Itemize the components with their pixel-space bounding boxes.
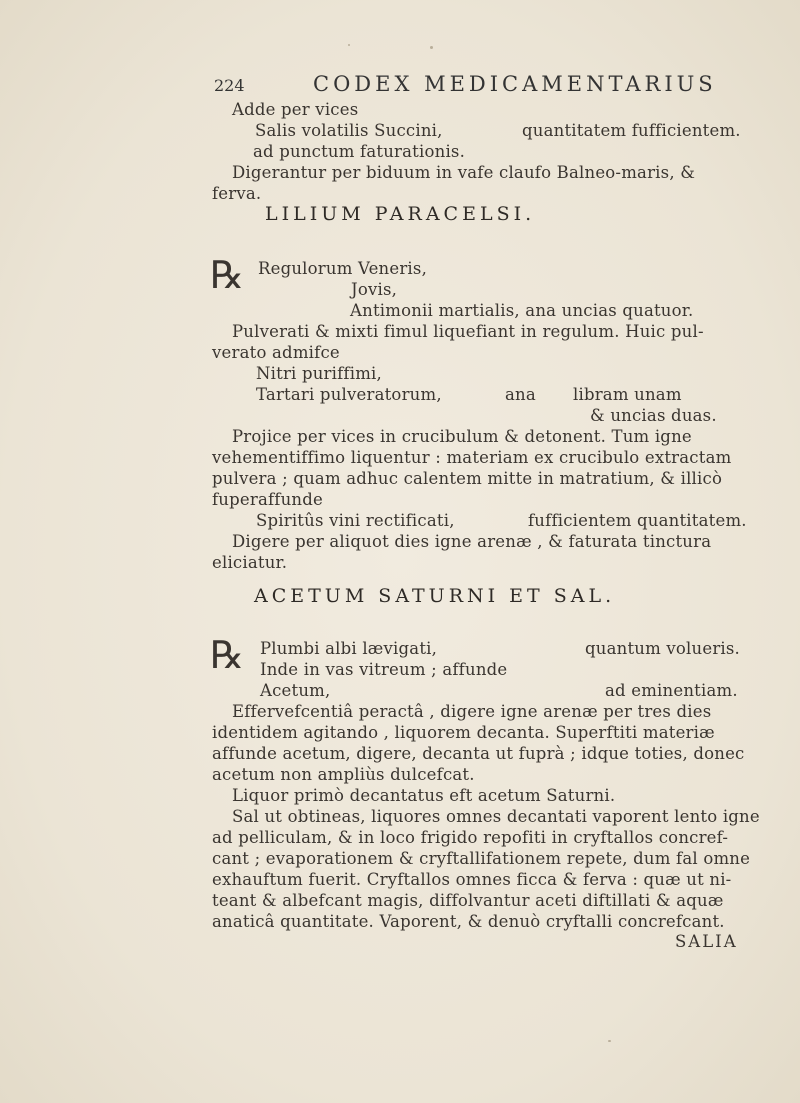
text-line: libram unam <box>573 385 682 404</box>
text-line: ad eminentiam. <box>605 681 738 700</box>
svg-text:℞: ℞ <box>210 256 245 296</box>
text-line: vehementiffimo liquentur : materiam ex crucibulo extractam <box>212 448 732 467</box>
text-line: Salis volatilis Succini, <box>255 121 443 140</box>
text-line: Digerantur per biduum in vafe claufo Balneo-maris, & <box>232 163 696 182</box>
text-line: ana <box>505 385 536 404</box>
text-line: Liquor primò decantatus eft acetum Saturni. <box>232 786 616 805</box>
running-title: CODEX MEDICAMENTARIUS <box>313 72 717 96</box>
text-line: anaticâ quantitate. Vaporent, & denuò cryftalli concrefcant. <box>212 912 725 931</box>
text-line: Antimonii martialis, ana uncias quatuor. <box>350 301 694 320</box>
recipe-rx-icon <box>210 256 250 296</box>
text-line: Projice per vices in crucibulum & detonent. Tum igne <box>232 427 692 446</box>
page-number: 224 <box>214 76 245 95</box>
text-line: Nitri puriffimi, <box>256 364 382 383</box>
text-line: affunde acetum, digere, decanta ut fuprà ; idque toties, donec <box>212 744 745 763</box>
text-line: cant ; evaporationem & cryftallifationem repete, dum fal omne <box>212 849 751 868</box>
text-line: quantitatem fufficientem. <box>522 121 741 140</box>
text-line: Plumbi albi lævigati, <box>260 639 438 658</box>
text-line: Spiritûs vini rectificati, <box>256 511 455 530</box>
text-line: quantum volueris. <box>585 639 741 658</box>
catchword: SALIA <box>675 932 738 951</box>
text-line: Tartari pulveratorum, <box>256 385 442 404</box>
text-line: acetum non ampliùs dulcefcat. <box>212 765 475 784</box>
text-line: fufficientem quantitatem. <box>528 511 747 530</box>
text-line: exhauftum fuerit. Cryftallos omnes ficca & ferva : quæ ut ni- <box>212 870 732 889</box>
recipe-rx-icon <box>210 636 250 676</box>
text-line: Sal ut obtineas, liquores omnes decantati vaporent lento igne <box>232 807 760 826</box>
text-line: fuperaffunde <box>212 490 323 509</box>
text-line: ad pelliculam, & in loco frigido repofiti in cryftallos concref- <box>212 828 729 847</box>
text-line: ferva. <box>212 184 262 203</box>
text-line: pulvera ; quam adhuc calentem mitte in matratium, & illicò <box>212 469 723 488</box>
svg-text:℞: ℞ <box>210 636 245 676</box>
text-line: Adde per vices <box>232 100 359 119</box>
text-line: Digere per aliquot dies igne arenæ , & faturata tinctura <box>232 532 712 551</box>
text-line: Inde in vas vitreum ; affunde <box>260 660 508 679</box>
text-line: Regulorum Veneris, <box>258 259 428 278</box>
text-line: Acetum, <box>260 681 331 700</box>
text-line: Effervefcentiâ peractâ , digere igne arenæ per tres dies <box>232 702 712 721</box>
text-line: Pulverati & mixti fimul liquefiant in regulum. Huic pul- <box>232 322 704 341</box>
section-title: LILIUM PARACELSI. <box>265 203 536 225</box>
paper-speck <box>430 46 433 49</box>
text-line: & uncias duas. <box>590 406 717 425</box>
paper-speck <box>608 1040 611 1042</box>
paper-speck <box>348 44 350 46</box>
text-line: ad punctum faturationis. <box>253 142 466 161</box>
text-line: Jovis, <box>351 280 398 299</box>
text-line: verato admifce <box>212 343 340 362</box>
section-title: ACETUM SATURNI ET SAL. <box>254 585 616 607</box>
text-line: teant & albefcant magis, diffolvantur aceti diftillati & aquæ <box>212 891 724 910</box>
text-line: eliciatur. <box>212 553 288 572</box>
text-line: identidem agitando , liquorem decanta. Superftiti materiæ <box>212 723 715 742</box>
